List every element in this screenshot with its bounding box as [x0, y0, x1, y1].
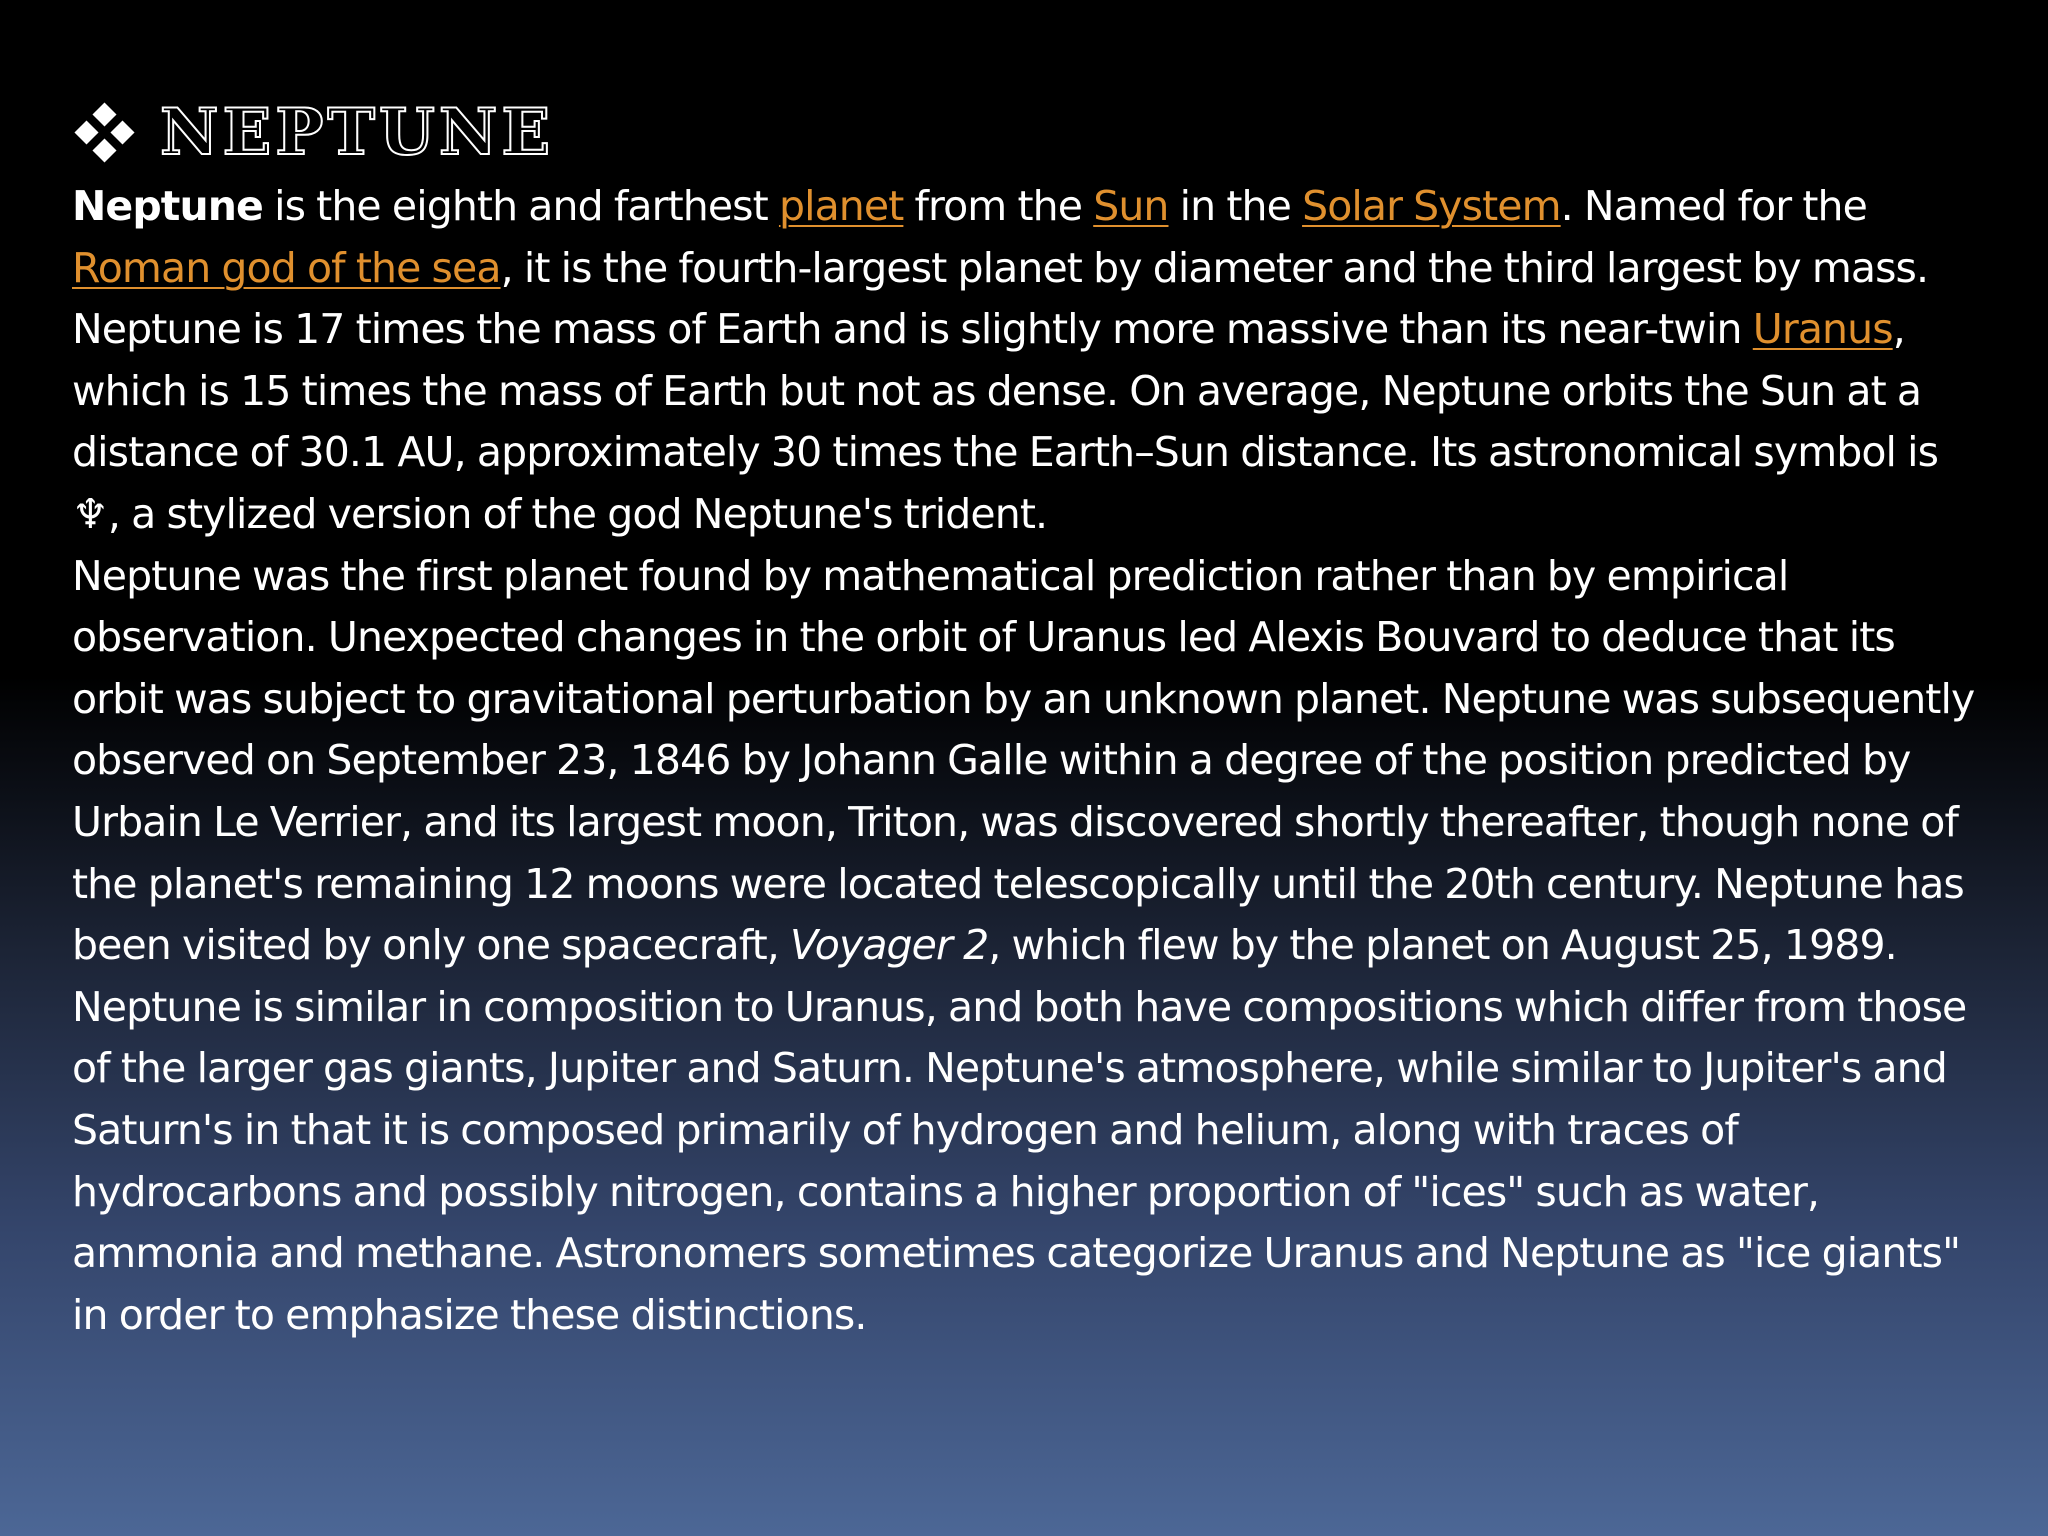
- p1-text-6: , which is 15 times the mass of Earth but not as dense. On average, Neptune orbits the Sun at a distance of 30.1 AU, approximately 30 times the Earth–Sun distance. Its astronomical symbol is ♆, a stylized version of the god Neptune's trident.: [72, 305, 1939, 538]
- link-planet[interactable]: planet: [778, 182, 904, 230]
- slide-title: NEPTUNE: [160, 95, 555, 170]
- p1-text-2: from the: [903, 182, 1094, 230]
- p1-text-1: is the eighth and farthest: [262, 182, 779, 230]
- link-uranus[interactable]: Uranus: [1752, 305, 1893, 354]
- p2-text-2: , which flew by the planet on August 25, 1989.: [988, 921, 1897, 970]
- link-sun[interactable]: Sun: [1093, 182, 1169, 230]
- link-solar-system[interactable]: Solar System: [1302, 182, 1561, 230]
- link-roman-god-of-the-sea[interactable]: Roman god of the sea: [72, 243, 501, 292]
- paragraph-3: Neptune is similar in composition to Uranus, and both have compositions which differ from those of the larger gas giants, Jupiter and Saturn. Neptune's atmosphere, while similar to Jupiter's and Saturn's in that it is composed primarily of hydrogen and helium, along with traces of hydrocarbons and possibly nitrogen, contains a higher proportion of "ices" such as water, ammonia and methane. Astronomers sometimes categorize Uranus and Neptune as "ice giants" in order to emphasize these distinctions.: [72, 982, 1967, 1339]
- p2-text-1: Neptune was the first planet found by mathematical prediction rather than by empirical observation. Unexpected changes in the orbit of Uranus led Alexis Bouvard to deduce that its orbit was subject to gravitational perturbation by an unknown planet. Neptune was subsequently observed on September 23, 1846 by Johann Galle within a degree of the position predicted by Urbain Le Verrier, and its largest moon, Triton, was discovered shortly thereafter, though none of the planet's remaining 12 moons were located telescopically until the 20th century. Neptune has been visited by only one spacecraft,: [72, 551, 1975, 970]
- paragraph-2: [72, 546, 1992, 977]
- p1-text-5: , it is the fourth-largest planet by diameter and the third largest by mass. Neptune is 17 times the mass of Earth and is slightly more massive than its near-twin: [72, 243, 1929, 354]
- four-diamonds-bullet-icon: [76, 104, 134, 162]
- voyager-2-italic: Voyager 2: [790, 921, 989, 970]
- p1-text-4: . Named for the: [1560, 182, 1867, 230]
- neptune-bold-term: Neptune: [72, 182, 263, 230]
- paragraph-1: [72, 176, 1992, 546]
- slide-body: [72, 176, 1992, 1346]
- title-row: [76, 88, 554, 178]
- p1-text-3: in the: [1168, 182, 1303, 230]
